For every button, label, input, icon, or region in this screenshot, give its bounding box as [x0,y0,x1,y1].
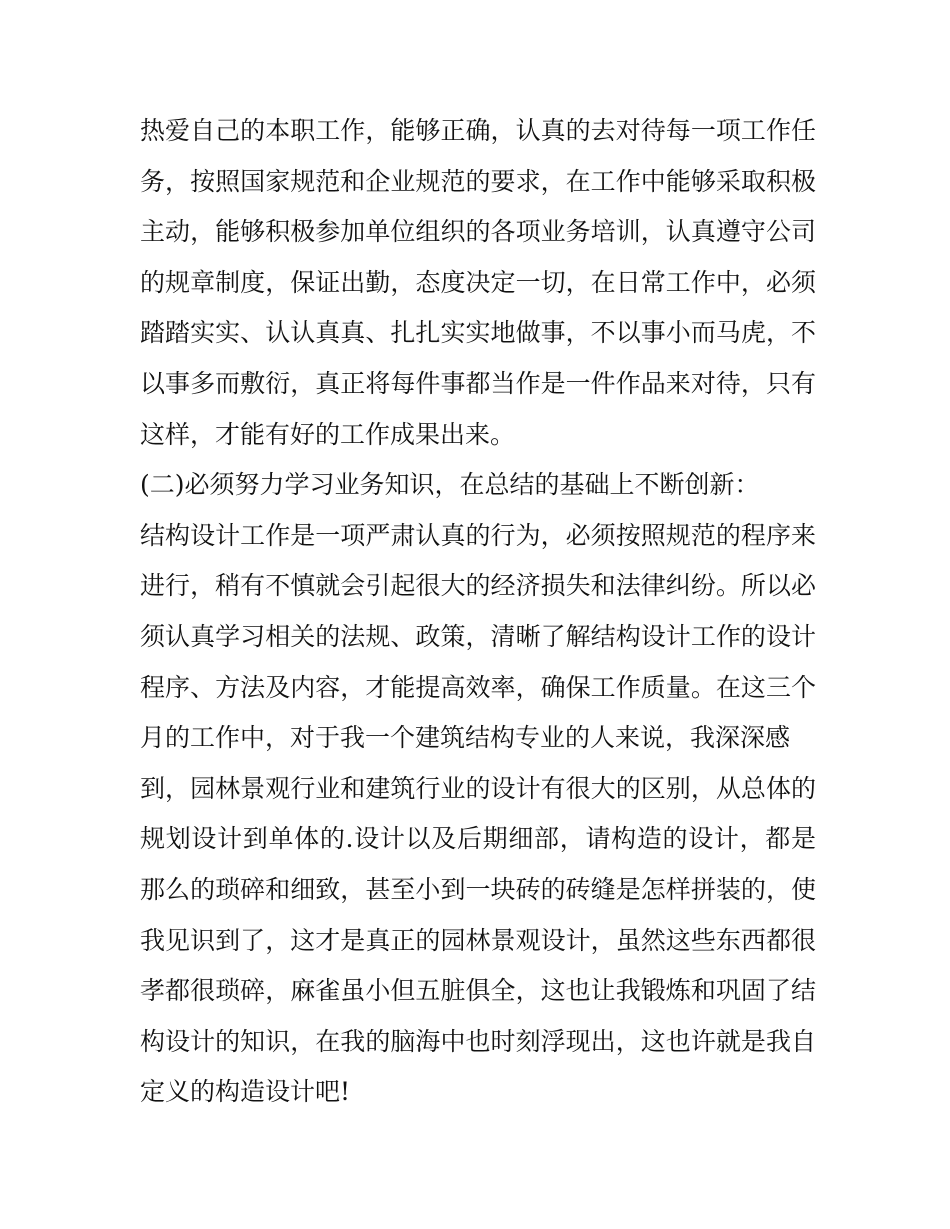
text-line-17: 我见识到了，这才是真正的园林景观设计，虽然这些东西都很 [140,925,816,955]
text-line-1: 热爱自己的本职工作，能够正确，认真的去对待每一项工作任 [140,116,816,145]
text-line-13: 月的工作中，对于我一个建筑结构专业的人来说，我深深感 [140,723,791,753]
text-line-5: 踏踏实实、认认真真、扎扎实实地做事，不以事小而马虎，不 [140,318,816,348]
text-line-2: 务，按照国家规范和企业规范的要求，在工作中能够采取积极 [140,166,816,196]
text-line-6: 以事多而敷衍，真正将每件事都当作是一件作品来对待，只有 [140,368,816,398]
text-line-19: 构设计的知识，在我的脑海中也时刻浮现出，这也许就是我自 [140,1026,816,1056]
text-line-18: 孝都很琐碎，麻雀虽小但五脏俱全，这也让我锻炼和巩固了结 [140,976,816,1006]
text-line-3: 主动，能够积极参加单位组织的各项业务培训，认真遵守公司 [140,217,816,247]
text-line-11: 须认真学习相关的法规、政策，清晰了解结构设计工作的设计 [140,621,816,651]
text-line-20: 定义的构造设计吧! [140,1077,351,1107]
text-line-15: 规划设计到单体的.设计以及后期细部，请构造的设计，都是 [140,824,816,854]
text-line-16: 那么的琐碎和细致，甚至小到一块砖的砖缝是怎样拼装的，使 [140,874,816,904]
text-line-10: 进行，稍有不慎就会引起很大的经济损失和法律纠纷。所以必 [140,571,816,601]
text-line-9: 结构设计工作是一项严肃认真的行为，必须按照规范的程序来 [140,520,816,550]
section-heading: (二)必须努力学习业务知识，在总结的基础上不断创新： [140,470,760,500]
document-body [140,106,816,1118]
text-line-4: 的规章制度，保证出勤，态度决定一切，在日常工作中，必须 [140,267,816,297]
text-line-12: 程序、方法及内容，才能提高效率，确保工作质量。在这三个 [140,672,816,702]
text-line-14: 到，园林景观行业和建筑行业的设计有很大的区别，从总体的 [140,773,816,803]
text-line-7: 这样，才能有好的工作成果出来。 [140,419,516,449]
